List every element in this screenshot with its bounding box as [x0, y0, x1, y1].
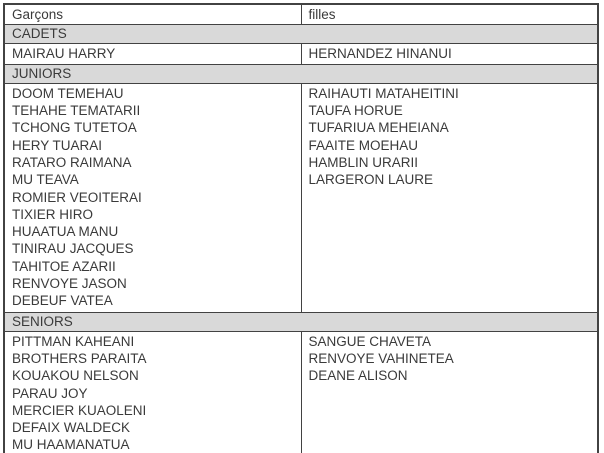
- column-header-boys: Garçons: [4, 4, 301, 24]
- content-row-seniors: [4, 331, 598, 453]
- athlete-name: TEHAHE TEMATARII: [12, 103, 141, 119]
- section-label: JUNIORS: [4, 64, 598, 83]
- athlete-name: RATARO RAIMANA: [12, 154, 132, 170]
- athlete-name: RAIHAUTI MATAHEITINI: [308, 85, 459, 101]
- athlete-name: TCHONG TUTETOA: [12, 120, 137, 136]
- athlete-name: ROMIER VEOITERAI: [12, 189, 142, 205]
- athlete-name: DEBEUF VATEA: [12, 293, 113, 309]
- section-label: SENIORS: [4, 312, 598, 331]
- athlete-name: DEFAIX WALDECK: [12, 420, 131, 436]
- athlete-name: RENVOYE VAHINETEA: [308, 350, 454, 366]
- athlete-name: HERY TUARAI: [12, 137, 103, 153]
- athlete-name: BROTHERS PARAITA: [12, 350, 147, 366]
- cadets-boys-cell: [4, 43, 301, 64]
- athlete-name: SANGUE CHAVETA: [308, 333, 432, 349]
- cadets-girls-cell: [301, 43, 598, 64]
- athlete-name: MAIRAU HARRY: [12, 45, 116, 61]
- athlete-name: HUAATUA MANU: [12, 224, 119, 240]
- section-row-cadets: [4, 24, 598, 43]
- athlete-name: PARAU JOY: [12, 385, 88, 401]
- athlete-name: TUFARIUA MEHEIANA: [308, 120, 449, 136]
- athlete-name: PITTMAN KAHEANI: [12, 333, 135, 349]
- athlete-name: TIXIER HIRO: [12, 206, 94, 222]
- results-table-body: [4, 4, 598, 453]
- athlete-name: RENVOYE JASON: [12, 276, 127, 292]
- section-label: CADETS: [4, 24, 598, 43]
- content-row-juniors: [4, 83, 598, 312]
- athlete-name: HAMBLIN URARII: [308, 154, 419, 170]
- seniors-boys-cell: [4, 331, 301, 453]
- athlete-name: MU HAAMANATUA: [12, 437, 130, 453]
- column-header-girls: filles: [301, 4, 598, 24]
- athlete-name: HERNANDEZ HINANUI: [308, 45, 452, 61]
- athlete-name: FAAITE MOEHAU: [308, 137, 419, 153]
- athlete-name: KOUAKOU NELSON: [12, 368, 139, 384]
- athlete-name: MU TEAVA: [12, 172, 79, 188]
- athlete-name: TAUFA HORUE: [308, 103, 403, 119]
- seniors-girls-cell: [301, 331, 598, 453]
- athlete-name: DOOM TEMEHAU: [12, 85, 124, 101]
- athlete-name: TAHITOE AZARII: [12, 258, 116, 274]
- section-row-juniors: [4, 64, 598, 83]
- content-row-cadets: [4, 43, 598, 64]
- athlete-name: LARGERON LAURE: [308, 172, 434, 188]
- athlete-name: DEANE ALISON: [308, 368, 408, 384]
- athlete-name: TINIRAU JACQUES: [12, 241, 134, 257]
- juniors-boys-cell: [4, 83, 301, 312]
- section-row-seniors: [4, 312, 598, 331]
- athlete-name: MERCIER KUAOLENI: [12, 402, 147, 418]
- header-row: [4, 4, 598, 24]
- results-table: [3, 3, 599, 453]
- juniors-girls-cell: [301, 83, 598, 312]
